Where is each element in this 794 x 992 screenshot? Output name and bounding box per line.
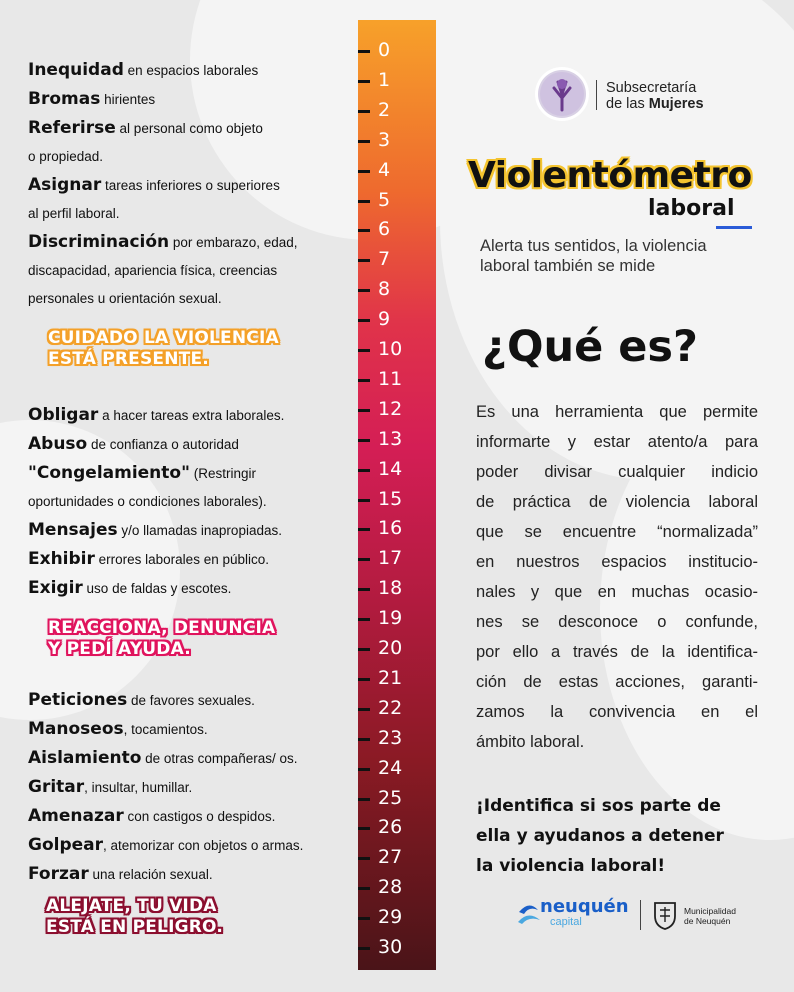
violence-item-keyword: Amenazar xyxy=(28,806,124,826)
violence-item xyxy=(28,773,358,802)
scale-tick xyxy=(358,857,370,860)
org-line2-pre: de las xyxy=(606,96,649,112)
violence-item xyxy=(28,459,358,488)
violence-item-keyword: Exigir xyxy=(28,578,83,598)
scale-number: 18 xyxy=(378,577,403,600)
scale-tick xyxy=(358,917,370,920)
violence-item xyxy=(28,545,358,574)
muni-line1: Municipalidad xyxy=(684,906,736,916)
violence-item xyxy=(28,686,358,715)
violence-item-text: y/o llamadas inapropiadas. xyxy=(117,523,282,538)
scale-number: 28 xyxy=(378,876,403,899)
muni-line2: de Neuquén xyxy=(684,916,731,926)
violence-item-text: de otras compañeras/ os. xyxy=(141,751,298,766)
scale-tick xyxy=(358,289,370,292)
scale-number: 19 xyxy=(378,607,403,630)
scale-number: 29 xyxy=(378,906,403,929)
warning-line: REACCIONA, DENUNCIA xyxy=(48,618,276,638)
violence-item xyxy=(28,802,358,831)
violence-group xyxy=(28,686,358,889)
scale-number: 16 xyxy=(378,517,403,540)
scale-tick xyxy=(358,648,370,651)
violence-item-text: al personal como objeto xyxy=(115,121,263,136)
scale-number: 23 xyxy=(378,726,403,749)
violence-item-keyword: Bromas xyxy=(28,89,101,109)
violence-item xyxy=(28,574,358,603)
scale-number: 4 xyxy=(378,158,391,181)
violence-item xyxy=(28,860,358,889)
violence-item xyxy=(28,171,358,200)
scale-number: 20 xyxy=(378,637,403,659)
org-line2 xyxy=(606,96,704,112)
scale-tick xyxy=(358,439,370,442)
warning-callout xyxy=(48,618,275,660)
violence-item-text: de confianza o autoridad xyxy=(87,437,239,452)
violence-item xyxy=(28,401,358,430)
violence-item-text: (Restringir xyxy=(189,466,256,481)
violence-item-text: por embarazo, edad, xyxy=(169,235,298,250)
violence-item-text: a hacer tareas extra laborales. xyxy=(98,408,285,423)
violence-item-keyword: Forzar xyxy=(28,864,89,884)
scale-tick xyxy=(358,80,370,83)
violence-item-continuation: oportunidades o condiciones laborales). xyxy=(28,494,267,509)
violence-item xyxy=(28,516,358,545)
description-paragraph xyxy=(476,397,758,757)
violence-item xyxy=(28,56,358,85)
municipality-name xyxy=(684,906,736,926)
violence-item-keyword: "Congelamiento" xyxy=(28,463,190,483)
warning-line: CUIDADO LA VIOLENCIA xyxy=(48,328,279,348)
scale-tick xyxy=(358,768,370,771)
violence-item-keyword: Obligar xyxy=(28,405,99,425)
call-to-action xyxy=(476,791,761,881)
paragraph-line: de práctica de violencia laboral xyxy=(476,493,758,511)
violence-item xyxy=(28,831,358,860)
scale-number: 25 xyxy=(378,786,403,809)
paragraph-line: Es una herramienta que permite xyxy=(476,403,758,421)
violence-item-text: uso de faldas y escotes. xyxy=(82,581,232,596)
violence-item-keyword: Gritar xyxy=(28,777,85,797)
paragraph-line: ámbito laboral. xyxy=(476,733,585,751)
violence-item xyxy=(28,430,358,459)
violence-item-continuation: o propiedad. xyxy=(28,149,104,164)
brand-sub: capital xyxy=(550,916,582,928)
warning-callout xyxy=(48,328,279,370)
scale-tick xyxy=(358,349,370,352)
paragraph-line: por ello a través de la identifica- xyxy=(476,643,758,661)
scale-number: 13 xyxy=(378,427,403,450)
wave-icon xyxy=(516,900,542,930)
scale-number: 15 xyxy=(378,487,403,510)
org-name xyxy=(606,80,704,112)
violence-item-keyword: Abuso xyxy=(28,434,88,454)
scale-tick xyxy=(358,110,370,113)
scale-tick xyxy=(358,708,370,711)
warning-line: ESTÁ EN PELIGRO. xyxy=(46,917,223,937)
violence-item xyxy=(28,715,358,744)
paragraph-line: zamos la convivencia en el xyxy=(476,703,758,721)
org-line1: Subsecretaría xyxy=(606,80,697,96)
violence-group xyxy=(28,401,358,603)
violence-item-text: , tocamientos. xyxy=(123,722,208,737)
violence-item-keyword: Referirse xyxy=(28,118,116,138)
violence-item xyxy=(28,744,358,773)
scale-tick xyxy=(358,229,370,232)
scale-tick xyxy=(358,588,370,591)
scale-tick xyxy=(358,618,370,621)
violence-item-keyword: Golpear xyxy=(28,835,104,855)
violence-item-text: una relación sexual. xyxy=(88,867,213,882)
scale-tick xyxy=(358,887,370,890)
warning-line: ALEJATE, TU VIDA xyxy=(46,896,217,916)
scale-tick xyxy=(358,379,370,382)
scale-tick xyxy=(358,259,370,262)
brand-name: neuquén xyxy=(540,896,629,917)
violence-item-keyword: Aislamiento xyxy=(28,748,142,768)
scale-tick xyxy=(358,558,370,561)
violence-item-text: en espacios laborales xyxy=(123,63,259,78)
scale-tick xyxy=(358,140,370,143)
violence-group xyxy=(28,56,358,313)
scale-tick xyxy=(358,947,370,950)
scale-number: 7 xyxy=(378,248,391,271)
cta-line: la violencia laboral! xyxy=(476,856,666,876)
paragraph-line: ción de estas acciones, garanti- xyxy=(476,673,758,691)
violence-item-continuation: discapacidad, apariencia física, creencias xyxy=(28,263,278,278)
violence-item-text: hirientes xyxy=(100,92,156,107)
paragraph-line: que se encuentre “normalizada” xyxy=(476,523,758,541)
shield-icon xyxy=(652,900,678,930)
scale-number: 8 xyxy=(378,278,391,301)
question-heading: ¿Qué es? xyxy=(482,322,698,372)
subtitle xyxy=(480,236,707,276)
scale-number: 22 xyxy=(378,696,403,719)
violence-item-continuation: personales u orientación sexual. xyxy=(28,291,222,306)
violence-item-text: , atemorizar con objetos o armas. xyxy=(103,838,304,853)
paragraph-line: poder divisar cualquier indicio xyxy=(476,463,758,481)
scale-number: 17 xyxy=(378,547,403,570)
violence-item-keyword: Mensajes xyxy=(28,520,118,540)
scale-number: 24 xyxy=(378,756,403,779)
scale-number: 9 xyxy=(378,308,391,331)
violence-item-text: errores laborales en público. xyxy=(94,552,269,567)
scale-tick xyxy=(358,170,370,173)
violentometer-scale xyxy=(358,20,436,970)
scale-number: 21 xyxy=(378,666,403,689)
scale-tick xyxy=(358,319,370,322)
scale-tick xyxy=(358,738,370,741)
paragraph-line: nes se desconoce o confunde, xyxy=(476,613,758,631)
logo-divider xyxy=(596,80,597,110)
violence-item-keyword: Inequidad xyxy=(28,60,124,80)
title-underline xyxy=(716,226,752,229)
warning-line: Y PEDÍ AYUDA. xyxy=(48,639,191,659)
paragraph-line: informarte y estar atento/a para xyxy=(476,433,758,451)
scale-number: 10 xyxy=(378,338,403,360)
scale-tick xyxy=(358,678,370,681)
scale-number: 2 xyxy=(378,98,391,121)
violence-item-keyword: Discriminación xyxy=(28,232,170,252)
warning-line: ESTÁ PRESENTE. xyxy=(48,349,209,369)
subsecretaria-logo xyxy=(538,70,586,118)
scale-number: 1 xyxy=(378,68,391,91)
violence-item-text: de favores sexuales. xyxy=(127,693,255,708)
scale-number: 5 xyxy=(378,188,391,211)
tree-icon xyxy=(538,70,586,118)
warning-callout xyxy=(46,896,223,938)
page-title: Violentómetro xyxy=(468,155,752,196)
scale-number: 27 xyxy=(378,846,403,869)
scale-tick xyxy=(358,200,370,203)
violence-item-keyword: Manoseos xyxy=(28,719,124,739)
scale-tick xyxy=(358,798,370,801)
scale-number: 11 xyxy=(378,367,403,390)
scale-tick xyxy=(358,528,370,531)
subtitle-line: laboral también se mide xyxy=(480,257,656,275)
scale-number: 12 xyxy=(378,397,403,420)
paragraph-line: en nuestros espacios institucio- xyxy=(476,553,758,571)
violence-item xyxy=(28,228,358,257)
scale-tick xyxy=(358,469,370,472)
scale-number: 6 xyxy=(378,218,391,241)
scale-tick xyxy=(358,50,370,53)
violence-item-text: con castigos o despidos. xyxy=(123,809,276,824)
scale-number: 0 xyxy=(378,39,391,61)
subtitle-line: Alerta tus sentidos, la violencia xyxy=(480,237,707,255)
violence-item xyxy=(28,85,358,114)
paragraph-line: nales y que en muchas ocasio- xyxy=(476,583,758,601)
scale-number: 30 xyxy=(378,936,403,958)
violence-item-keyword: Peticiones xyxy=(28,690,128,710)
violence-item xyxy=(28,114,358,143)
violence-item-text: tareas inferiores o superiores xyxy=(101,178,280,193)
violence-item-text: , insultar, humillar. xyxy=(84,780,193,795)
violence-item-keyword: Asignar xyxy=(28,175,102,195)
scale-tick xyxy=(358,409,370,412)
cta-line: ¡Identifica si sos parte de xyxy=(476,796,721,816)
page-title-sub: laboral xyxy=(648,196,735,221)
scale-number: 14 xyxy=(378,457,403,480)
org-line2-bold: Mujeres xyxy=(648,96,704,112)
scale-tick xyxy=(358,827,370,830)
violence-item-keyword: Exhibir xyxy=(28,549,95,569)
scale-number: 3 xyxy=(378,128,391,151)
scale-tick xyxy=(358,499,370,502)
scale-number: 26 xyxy=(378,816,403,839)
violence-item-continuation: al perfil laboral. xyxy=(28,206,120,221)
cta-line: ella y ayudanos a detener xyxy=(476,826,724,846)
footer-divider xyxy=(640,900,641,930)
